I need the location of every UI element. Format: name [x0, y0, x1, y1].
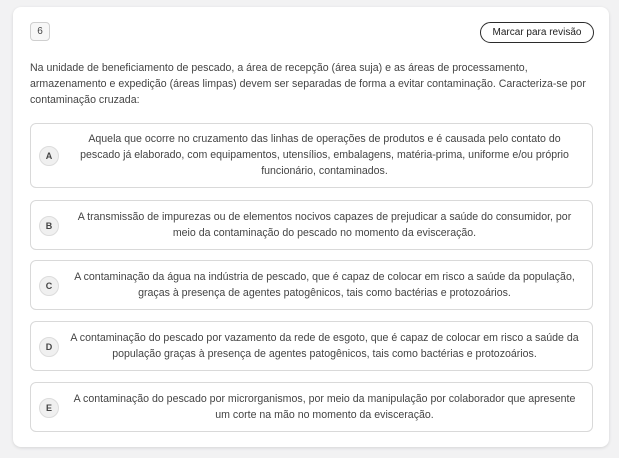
option-text: A contaminação do pescado por vazamento da rede de esgoto, que é capaz de colocar em risco a saúde da população graças à presença de agentes patogênicos, tais como bactérias e protozoários.	[70, 332, 579, 360]
option-a[interactable]	[30, 123, 593, 188]
option-b[interactable]	[30, 200, 593, 250]
question-stem: Na unidade de beneficiamento de pescado, a área de recepção (área suja) e as áreas de processamento, armazenamento e expedição (áreas limpas) devem ser separadas de forma a evitar contaminação. Caracteriza-se por contaminação cruzada:	[30, 62, 586, 106]
option-e[interactable]	[30, 382, 593, 432]
option-text: A contaminação do pescado por microrganismos, por meio da manipulação por colaborador que apresente um corte na mão no momento da evisceração.	[73, 393, 576, 421]
option-letter-badge: C	[39, 276, 59, 296]
option-letter-badge: E	[39, 398, 59, 418]
question-card	[13, 7, 609, 447]
option-text: A contaminação da água na indústria de pescado, que é capaz de colocar em risco a saúde da população, graças à presença de agentes patogênicos, tais como bactérias e protozoários.	[74, 271, 575, 299]
mark-for-review-button[interactable]: Marcar para revisão	[480, 22, 594, 43]
question-number-badge: 6	[30, 22, 50, 41]
option-letter-badge: A	[39, 146, 59, 166]
option-letter-badge: D	[39, 337, 59, 357]
option-letter-badge: B	[39, 216, 59, 236]
option-c[interactable]	[30, 260, 593, 310]
option-d[interactable]	[30, 321, 593, 371]
option-text: A transmissão de impurezas ou de elementos nocivos capazes de prejudicar a saúde do consumidor, por meio da contaminação do pescado no momento da evisceração.	[77, 211, 572, 239]
option-text: Aquela que ocorre no cruzamento das linhas de operações de produtos e é causada pelo contato do pescado já elaborado, com equipamentos, utensílios, embalagens, matéria-prima, uniforme e/ou próprio funcionário, contaminados.	[80, 133, 569, 177]
